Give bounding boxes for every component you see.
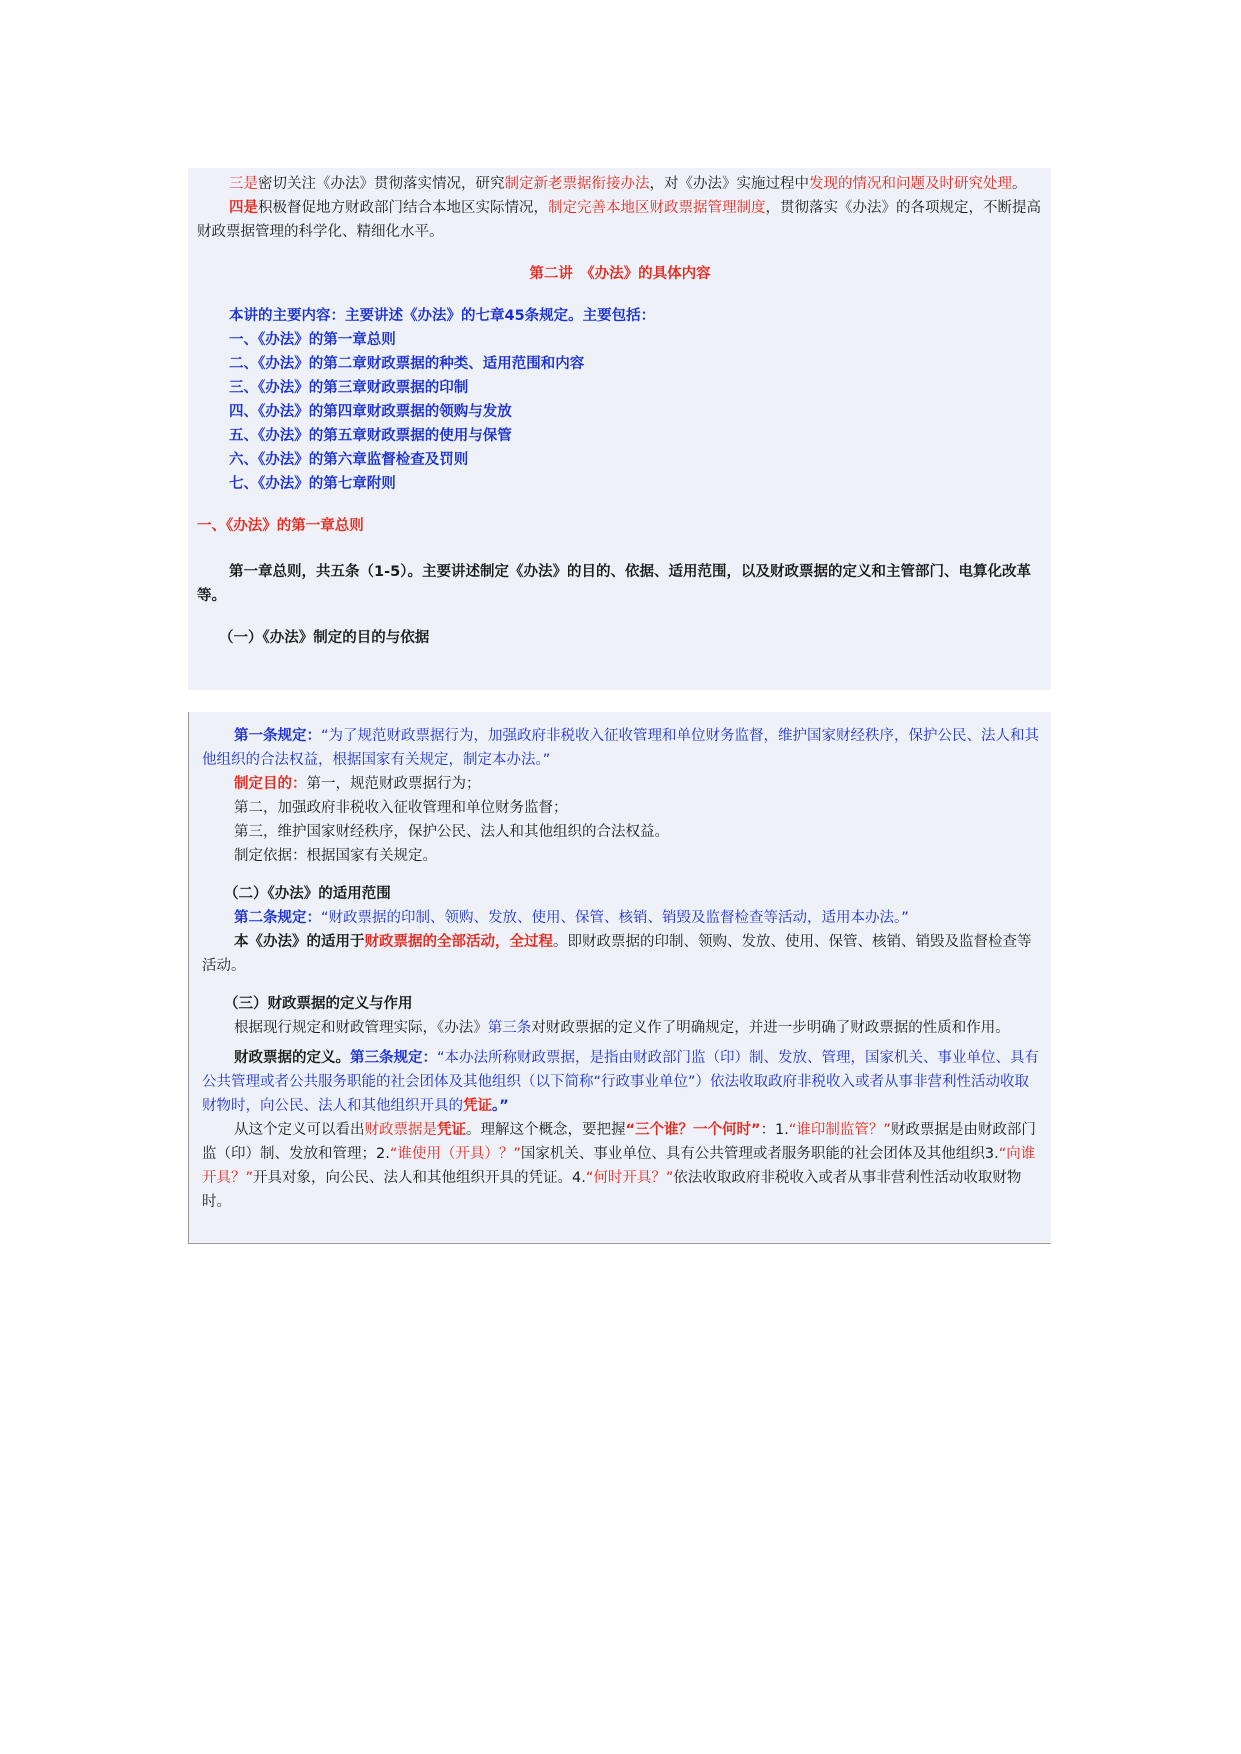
- toc-item: 二、《办法》的第二章财政票据的种类、适用范围和内容: [229, 356, 585, 372]
- toc-item: 七、《办法》的第七章附则: [229, 476, 396, 492]
- lecture-title: 第二讲 《办法》的具体内容: [529, 266, 711, 282]
- article-one: 第一条规定：“为了规范财政票据行为，加强政府非税收入征收管理和单位财务监督，维护国家财经秩序，保护公民、法人和其他组织的合法权益，根据国家有关规定，制定本办法。”: [202, 728, 1040, 768]
- chapter-summary: 第一章总则，共五条（1-5）。主要讲述制定《办法》的目的、依据、适用范围，以及财政票据的定义和主管部门、电算化改革等。: [197, 564, 1031, 604]
- toc-item: 五、《办法》的第五章财政票据的使用与保管: [229, 428, 512, 444]
- subsection-heading: （二）《办法》的适用范围: [224, 886, 391, 902]
- subsection-heading: （三）财政票据的定义与作用: [224, 996, 413, 1012]
- lecture-panel-bottom: [188, 712, 1051, 1244]
- purpose-line: 制定目的：第一，规范财政票据行为；: [234, 776, 481, 792]
- article-two: 第二条规定：“财政票据的印制、领购、发放、使用、保管、核销、销毁及监督检查等活动，适用本办法。”: [234, 910, 909, 926]
- purpose-line: 第二，加强政府非税收入征收管理和单位财务监督；: [234, 800, 568, 816]
- subsection-heading: （一）《办法》制定的目的与依据: [219, 630, 430, 646]
- article-three: 财政票据的定义。第三条规定：“本办法所称财政票据，是指由财政部门监（印）制、发放、管理，国家机关、事业单位、具有公共管理或者公共服务职能的社会团体及其他组织（以下简称“行政事业单位”）依法收取政府非税收入或者从事非营利性活动收取财物时，向公民、法人和其他组织开具的凭证。”: [202, 1050, 1040, 1114]
- toc-item: 六、《办法》的第六章监督检查及罚则: [229, 452, 469, 468]
- toc-item: 一、《办法》的第一章总则: [229, 332, 396, 348]
- purpose-line: 第三，维护国家财经秩序，保护公民、法人和其他组织的合法权益。: [234, 824, 669, 840]
- toc-item: 四、《办法》的第四章财政票据的领购与发放: [229, 404, 512, 420]
- basis-line: 制定依据：根据国家有关规定。: [234, 848, 437, 864]
- lecture-panel-top: [188, 168, 1051, 690]
- section-heading: 一、《办法》的第一章总则: [197, 518, 364, 534]
- definition-analysis: 从这个定义可以看出财政票据是凭证。理解这个概念，要把握“三个谁？一个何时”：1.“谁印制监管？”财政票据是由财政部门监（印）制、发放和管理；2.“谁使用（开具）？”国家机关、事业单位、具有公共管理或者服务职能的社会团体及其他组织3.“向谁开具？”开具对象，向公民、法人和其他组织开具的凭证。4.“何时开具？”依法收取政府非税收入或者从事非营利性活动收取财物时。: [202, 1122, 1036, 1210]
- lecture-intro: 本讲的主要内容：主要讲述《办法》的七章45条规定。主要包括：: [229, 308, 656, 324]
- paragraph-third-point: 三是密切关注《办法》贯彻落实情况，研究制定新老票据衔接办法，对《办法》实施过程中发现的情况和问题及时研究处理。: [229, 176, 1027, 192]
- toc-list: [197, 328, 1043, 496]
- toc-item: 三、《办法》的第三章财政票据的印制: [229, 380, 469, 396]
- paragraph-fourth-point: 四是积极督促地方财政部门结合本地区实际情况，制定完善本地区财政票据管理制度，贯彻落实《办法》的各项规定，不断提高财政票据管理的科学化、精细化水平。: [197, 200, 1041, 240]
- scope-paragraph: 本《办法》的适用于财政票据的全部活动，全过程。即财政票据的印制、领购、发放、使用、保管、核销、销毁及监督检查等活动。: [202, 934, 1032, 974]
- definition-intro: 根据现行规定和财政管理实际，《办法》第三条对财政票据的定义作了明确规定，并进一步明确了财政票据的性质和作用。: [234, 1020, 1010, 1036]
